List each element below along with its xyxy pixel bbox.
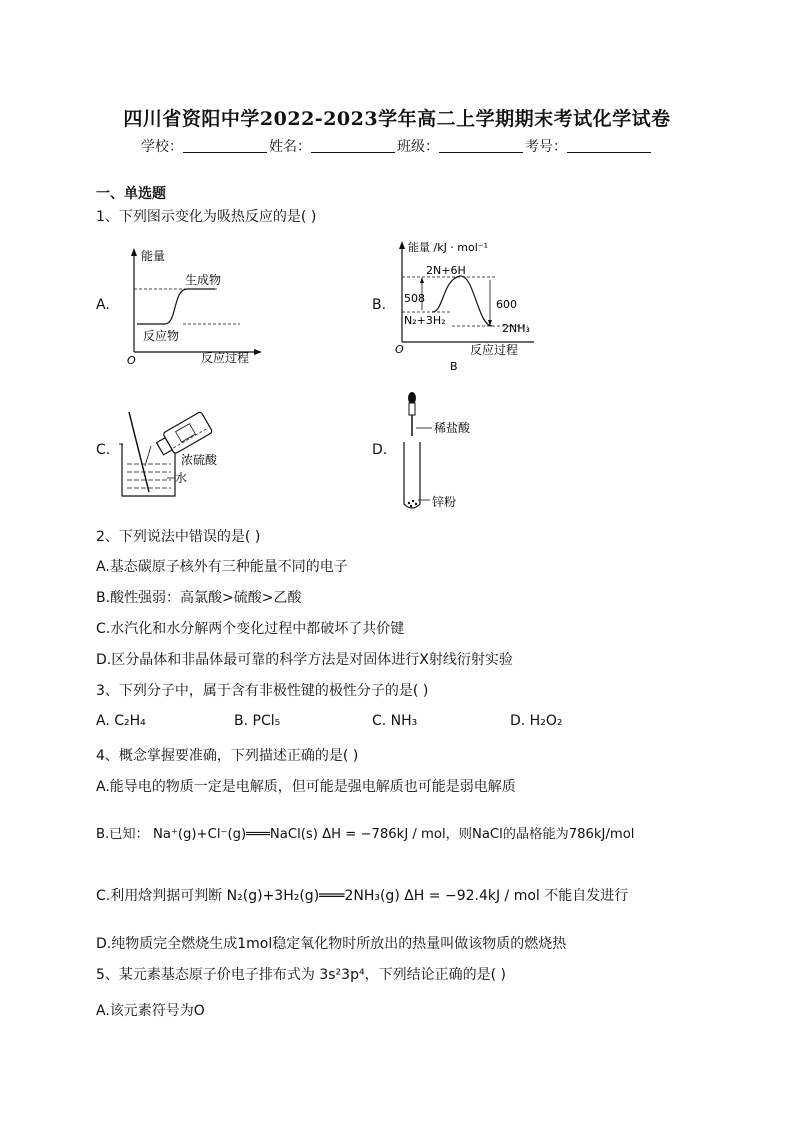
fig-b-600: 600 [496, 298, 517, 311]
section-heading: 一、单选题 [96, 186, 166, 202]
school-blank[interactable] [183, 138, 267, 153]
fig-b-reactant: N₂+3H₂ [404, 314, 446, 327]
fig-a-curve [137, 289, 215, 324]
q4-option-b[interactable]: B.已知： Na⁺(g)+Cl⁻(g)═══NaCl(s) ΔH = −786kJ / mol，则NaCl的晶格能为786kJ/mol [96, 827, 635, 842]
acid-bottle [154, 411, 213, 459]
test-tube [404, 442, 420, 508]
q1-figure-c-dilution [115, 402, 235, 502]
q2-option-b[interactable]: B.酸性强弱：高氯酸>硫酸>乙酸 [96, 590, 302, 606]
fig-d-acid-label: 稀盐酸 [434, 421, 471, 435]
q1-option-a-label[interactable]: A. [96, 297, 110, 313]
fig-c-water-label: 水 [175, 471, 188, 485]
q2-option-c[interactable]: C.水汽化和水分解两个变化过程中都破坏了共价键 [96, 621, 405, 637]
fig-b-caption: B [450, 360, 458, 373]
q5-stem: 5、某元素基态原子价电子排布式为 3s²3p⁴，下列结论正确的是( ) [96, 967, 506, 983]
fig-a-x-label: 反应过程 [201, 351, 250, 365]
q1-option-c-label[interactable]: C. [96, 442, 111, 458]
q3-option-b[interactable]: B. PCl₅ [234, 713, 281, 729]
fig-a-origin: O [127, 354, 136, 366]
exam-number-label: 考号： [525, 139, 567, 155]
q1-figure-b-energy-diagram [392, 240, 542, 376]
q3-stem: 3、下列分子中，属于含有非极性键的极性分子的是( ) [96, 683, 429, 699]
q4-option-a[interactable]: A.能导电的物质一定是电解质，但可能是强电解质也可能是弱电解质 [96, 779, 516, 795]
fig-b-x-label: 反应过程 [470, 343, 519, 357]
exam-title: 四川省资阳中学2022-2023学年高二上学期期末考试化学试卷 [123, 108, 671, 130]
q2-option-a[interactable]: A.基态碳原子核外有三种能量不同的电子 [96, 559, 348, 575]
class-label: 班级： [397, 139, 439, 155]
q4-stem: 4、概念掌握要准确，下列描述正确的是( ) [96, 748, 359, 764]
name-blank[interactable] [311, 138, 395, 153]
fig-b-product: 2NH₃ [502, 322, 530, 335]
fig-b-origin: O [395, 343, 404, 356]
fig-a-y-label: 能量 [141, 249, 166, 263]
exam-number-blank[interactable] [567, 138, 651, 153]
q1-option-d-label[interactable]: D. [372, 442, 388, 458]
fig-c-acid-label: 浓硫酸 [181, 453, 218, 467]
fig-b-508: 508 [404, 292, 425, 305]
q1-stem: 1、下列图示变化为吸热反应的是( ) [96, 209, 317, 225]
fig-a-reactant-label: 反应物 [143, 329, 180, 343]
q1-figure-d-test-tube [396, 388, 486, 518]
fig-d-solid-label: 锌粉 [432, 495, 457, 509]
q3-option-c[interactable]: C. NH₃ [372, 713, 418, 729]
fig-b-top-label: 2N+6H [426, 264, 466, 277]
q1-figure-a-energy-diagram [115, 244, 265, 366]
q2-stem: 2、下列说法中错误的是( ) [96, 529, 261, 545]
student-info-line [0, 136, 794, 156]
q1-option-b-label[interactable]: B. [372, 297, 387, 313]
school-label: 学校： [141, 139, 183, 155]
q3-option-d[interactable]: D. H₂O₂ [510, 713, 563, 729]
fig-a-product-label: 生成物 [185, 273, 222, 287]
fig-b-y-label: 能量 /kJ · mol⁻¹ [408, 241, 489, 254]
q4-option-c[interactable]: C.利用焓判据可判断 N₂(g)+3H₂(g)═══2NH₃(g) ΔH = −92.4kJ / mol 不能自发进行 [96, 888, 629, 904]
class-blank[interactable] [439, 138, 523, 153]
q3-option-a[interactable]: A. C₂H₄ [96, 713, 146, 729]
q2-option-d[interactable]: D.区分晶体和非晶体最可靠的科学方法是对固体进行X射线衍射实验 [96, 652, 513, 668]
q4-option-d[interactable]: D.纯物质完全燃烧生成1mol稳定氧化物时所放出的热量叫做该物质的燃烧热 [96, 936, 567, 952]
name-label: 姓名： [269, 139, 311, 155]
q5-option-a[interactable]: A.该元素符号为O [96, 1003, 205, 1019]
